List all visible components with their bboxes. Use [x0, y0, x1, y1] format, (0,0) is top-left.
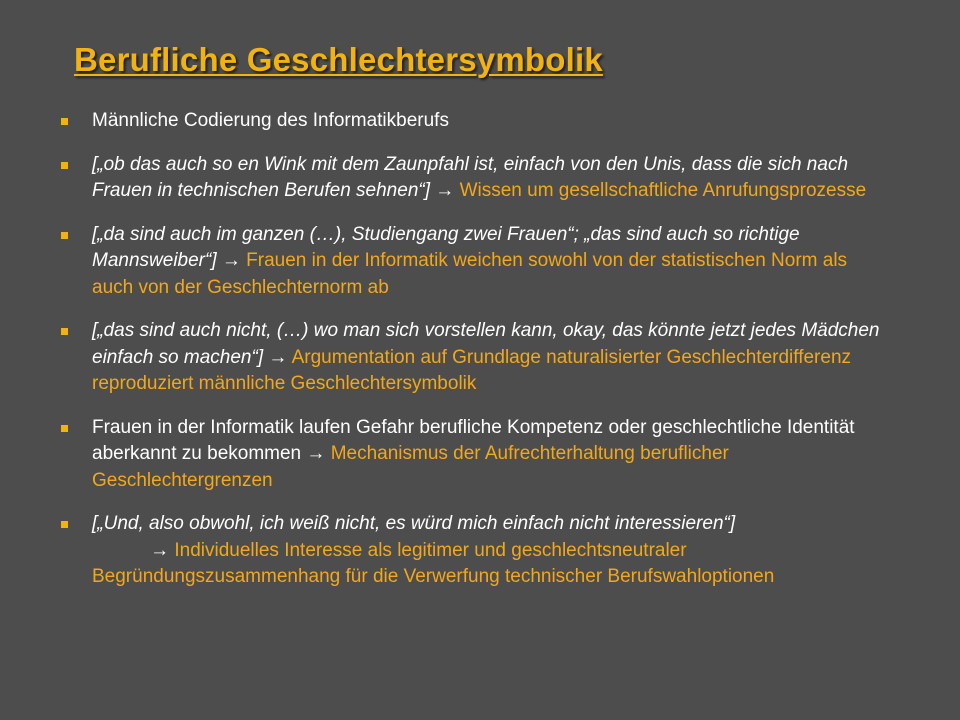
arrow-separator: → — [430, 180, 460, 201]
list-item — [60, 415, 890, 495]
item-conclusion: Individuelles Interesse als legitimer und geschlechtsneutraler Begründungszusammenhang für die Verwerfung technischer Berufswahloptionen — [92, 539, 775, 587]
arrow-separator: → — [263, 346, 292, 368]
square-bullet-icon — [61, 425, 68, 432]
interview-quote: [„Und, also obwohl, ich weiß nicht, es würd mich einfach nicht interessieren“] — [92, 513, 736, 534]
square-bullet-icon — [61, 521, 68, 528]
square-bullet-icon — [61, 328, 68, 335]
item-conclusion: Argumentation auf Grundlage naturalisierter Geschlechterdifferenz reproduziert männliche Geschlechtersymbolik — [92, 346, 852, 394]
list-item — [60, 511, 890, 591]
list-item — [60, 318, 890, 398]
bullet-list — [60, 108, 890, 608]
item-text: Männliche Codierung des Informatikberufs — [92, 110, 449, 131]
arrow-separator: → — [301, 443, 331, 464]
interview-quote: [„ob das auch so en Wink mit dem Zaunpfahl ist, einfach von den Unis, dass die sich nach Frauen in technischen Berufen sehnen“] — [92, 153, 849, 201]
list-item — [60, 108, 890, 135]
arrow-separator: → — [216, 250, 247, 271]
square-bullet-icon — [61, 118, 68, 125]
item-text: Frauen in der Informatik laufen Gefahr berufliche Kompetenz oder geschlechtliche Identität aberkannt zu bekommen — [92, 416, 855, 464]
interview-quote: [„das sind auch nicht, (…) wo man sich vorstellen kann, okay, das könnte jetzt jedes Mädchen einfach so machen“] — [92, 320, 880, 368]
slide-title: Berufliche Geschlechtersymbolik — [74, 41, 603, 78]
list-item — [60, 152, 890, 205]
interview-quote: [„da sind auch im ganzen (…), Studiengang zwei Frauen“; „das sind auch so richtige Mannsweiber“] — [92, 223, 800, 271]
list-item — [60, 222, 890, 302]
item-conclusion: Wissen um gesellschaftliche Anrufungsprozesse — [459, 180, 867, 201]
item-conclusion: Mechanismus der Aufrechterhaltung beruflicher Geschlechtergrenzen — [92, 443, 729, 491]
arrow-separator: → — [92, 539, 175, 561]
square-bullet-icon — [61, 162, 68, 169]
item-conclusion: Frauen in der Informatik weichen sowohl von der statistischen Norm als auch von der Geschlechternorm ab — [92, 250, 848, 298]
square-bullet-icon — [61, 232, 68, 239]
